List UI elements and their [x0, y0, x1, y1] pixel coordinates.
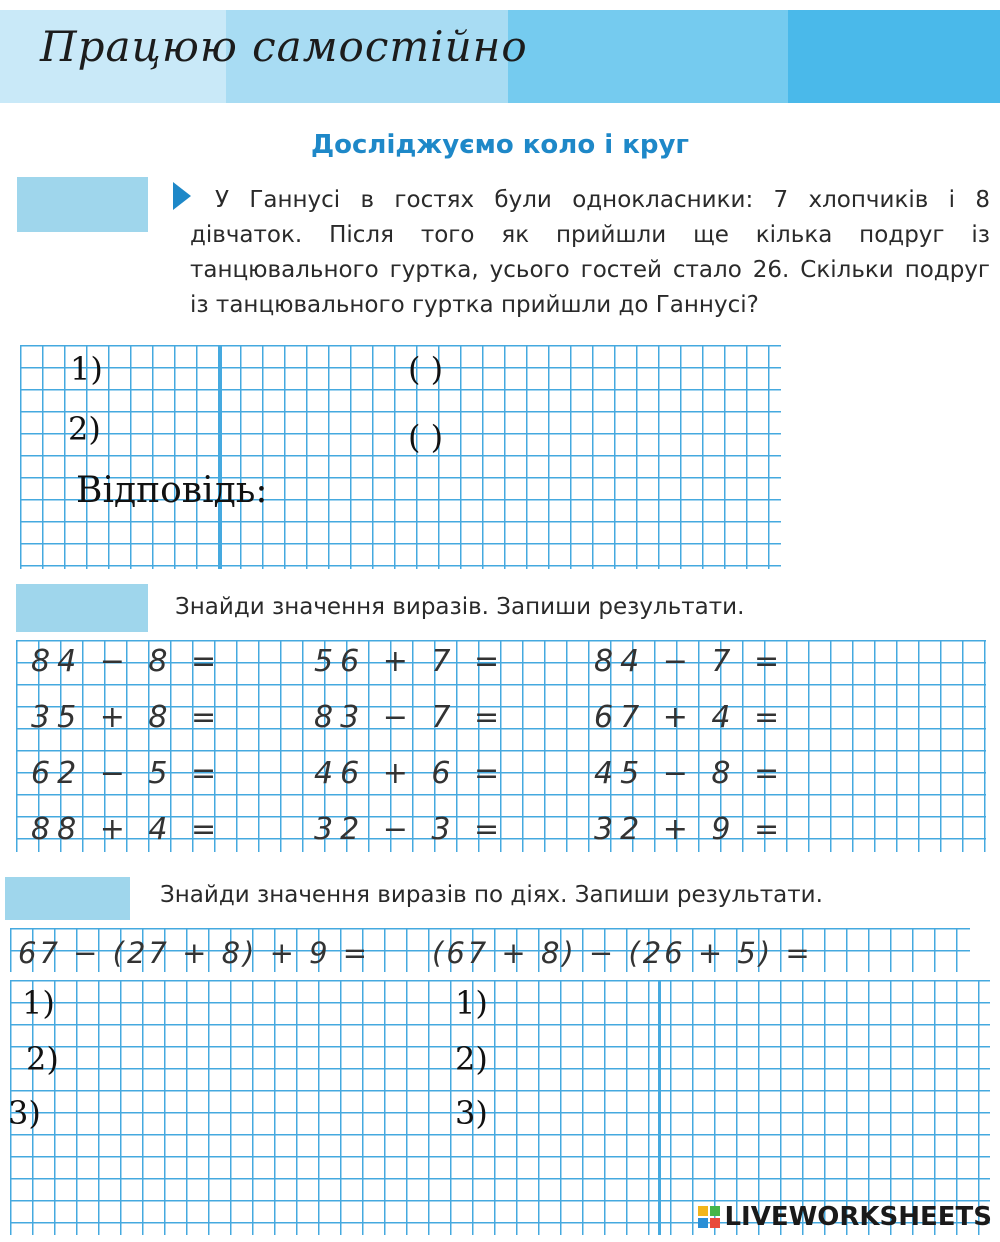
header-banner-mid2: [508, 10, 788, 103]
task2-expr: 45 − 8 =: [594, 756, 787, 791]
task2-expr: 35 + 8 =: [31, 700, 224, 735]
task1-step1-label: 1): [70, 350, 103, 388]
task2-expr: 62 − 5 =: [31, 756, 224, 791]
task2-expr: 83 − 7 =: [314, 700, 507, 735]
task1-answer-grid[interactable]: [20, 345, 781, 569]
task1-text: У Ганнусі в гостях були однокласники: 7 хлопчиків і 8 дівчаток. Після того як прийшли ще кілька подруг із танцювального гуртка, усього гостей стало 26. Скільки подруг із танцювального гуртка прийшли до Ганнусі?: [190, 187, 990, 318]
page-title: Працюю самостійно: [40, 22, 528, 71]
task1-step2-label: 2): [68, 410, 101, 448]
task3-grid-divider: [658, 980, 661, 1235]
task2-expr: 32 − 3 =: [314, 812, 507, 847]
task3-left-step1: 1): [22, 984, 55, 1022]
task3-right-step2: 2): [455, 1040, 488, 1078]
task2-expr: 56 + 7 =: [314, 644, 507, 679]
task2-instruction: Знайди значення виразів. Запиши результати.: [175, 594, 745, 620]
task1-step1-paren: ( ): [408, 350, 444, 388]
task2-number-box: [16, 584, 148, 632]
task3-answer-grid[interactable]: [10, 980, 990, 1235]
task3-instruction: Знайди значення виразів по діях. Запиши результати.: [160, 882, 823, 908]
task1-number-box: [17, 177, 148, 232]
section-title: Досліджуємо коло і круг: [310, 130, 689, 160]
task2-expr: 84 − 7 =: [594, 644, 787, 679]
task2-expr: 84 − 8 =: [31, 644, 224, 679]
task1-step2-paren: ( ): [408, 418, 444, 456]
task2-expr: 32 + 9 =: [594, 812, 787, 847]
task3-left-step2: 2): [26, 1040, 59, 1078]
header-banner-right: [788, 10, 1000, 103]
chevron-right-icon: [173, 182, 191, 210]
task3-right-step1: 1): [455, 984, 488, 1022]
task3-expr-right: (67 + 8) − (26 + 5) =: [432, 936, 813, 970]
task3-number-box: [5, 877, 130, 920]
logo-squares-icon: [698, 1206, 720, 1228]
task1-grid-divider: [219, 345, 222, 569]
task2-expr: 88 + 4 =: [31, 812, 224, 847]
watermark-text: LIVEWORKSHEETS: [724, 1202, 992, 1232]
task3-left-step3: 3): [8, 1094, 41, 1132]
task1-answer-label: Відповідь:: [76, 470, 268, 511]
liveworksheets-logo: [698, 1202, 992, 1232]
task3-right-step3: 3): [455, 1094, 488, 1132]
task2-expr: 46 + 6 =: [314, 756, 507, 791]
task2-expr: 67 + 4 =: [594, 700, 787, 735]
task3-expr-left: 67 − (27 + 8) + 9 =: [18, 936, 371, 970]
